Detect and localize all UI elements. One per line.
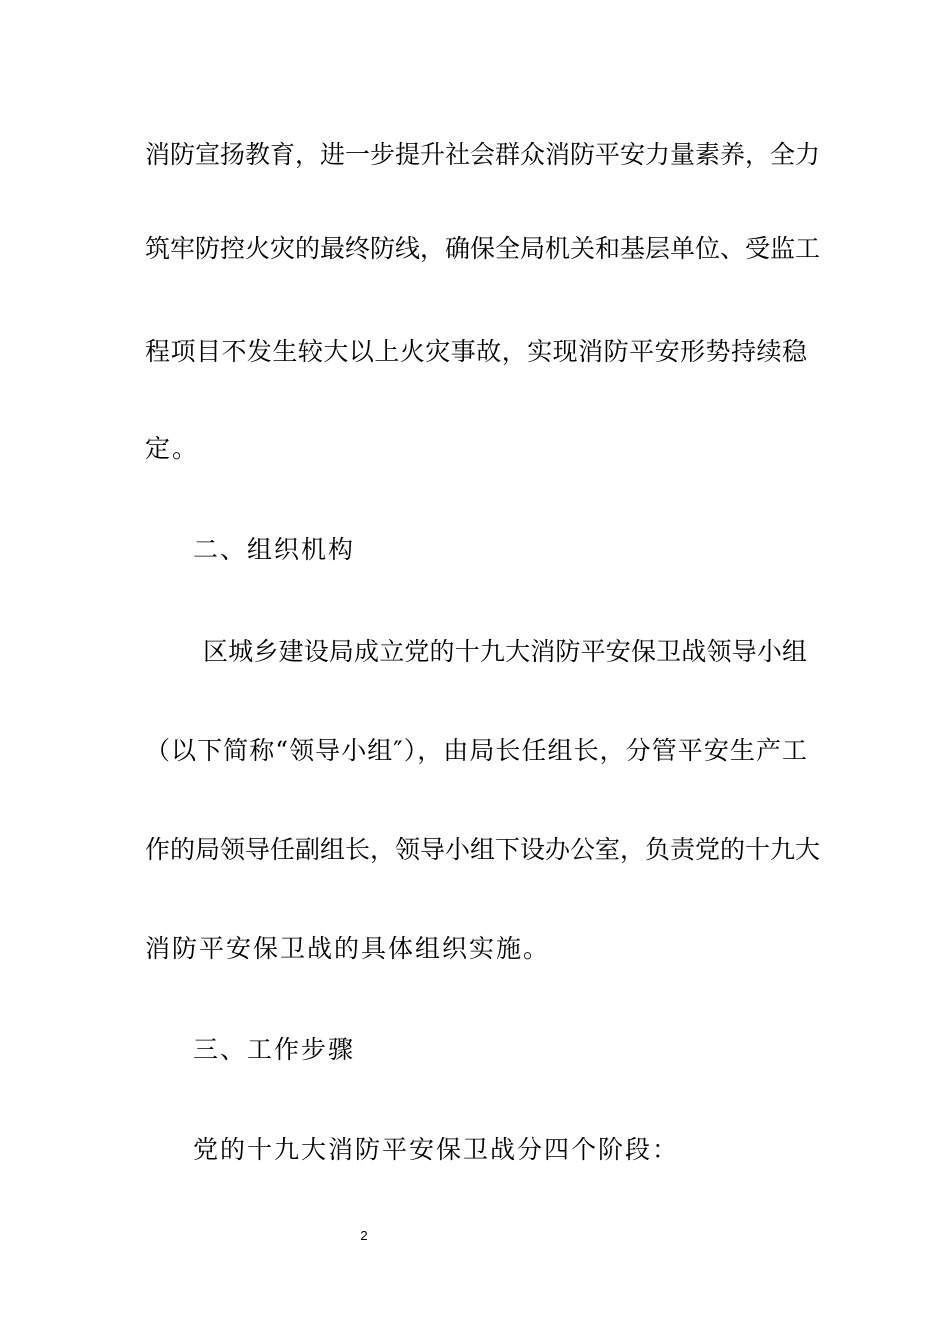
- paragraph-line-5: 区城乡建设局成立党的十九大消防平安保卫战领导小组: [203, 637, 807, 666]
- section-heading-organization: 二、组织机构: [193, 535, 356, 564]
- paragraph-line-4: 定。: [145, 434, 200, 463]
- page-number: 2: [360, 1228, 368, 1243]
- paragraph-line-9: 党的十九大消防平安保卫战分四个阶段：: [193, 1135, 680, 1164]
- paragraph-line-3: 程项目不发生较大以上火灾事故，实现消防平安形势持续稳: [145, 337, 807, 366]
- paragraph-line-1: 消防宣扬教育，进一步提升社会群众消防平安力量素养，全力: [145, 140, 821, 169]
- paragraph-line-8: 消防平安保卫战的具体组织实施。: [145, 934, 551, 963]
- section-heading-work-steps: 三、工作步骤: [193, 1035, 356, 1064]
- paragraph-line-2: 筑牢防控火灾的最终防线，确保全局机关和基层单位、受监工: [145, 234, 821, 263]
- paragraph-line-7: 作的局领导任副组长，领导小组下设办公室，负责党的十九大: [145, 835, 821, 864]
- paragraph-line-6: （以下简称“领导小组″），由局长任组长，分管平安生产工: [145, 736, 807, 765]
